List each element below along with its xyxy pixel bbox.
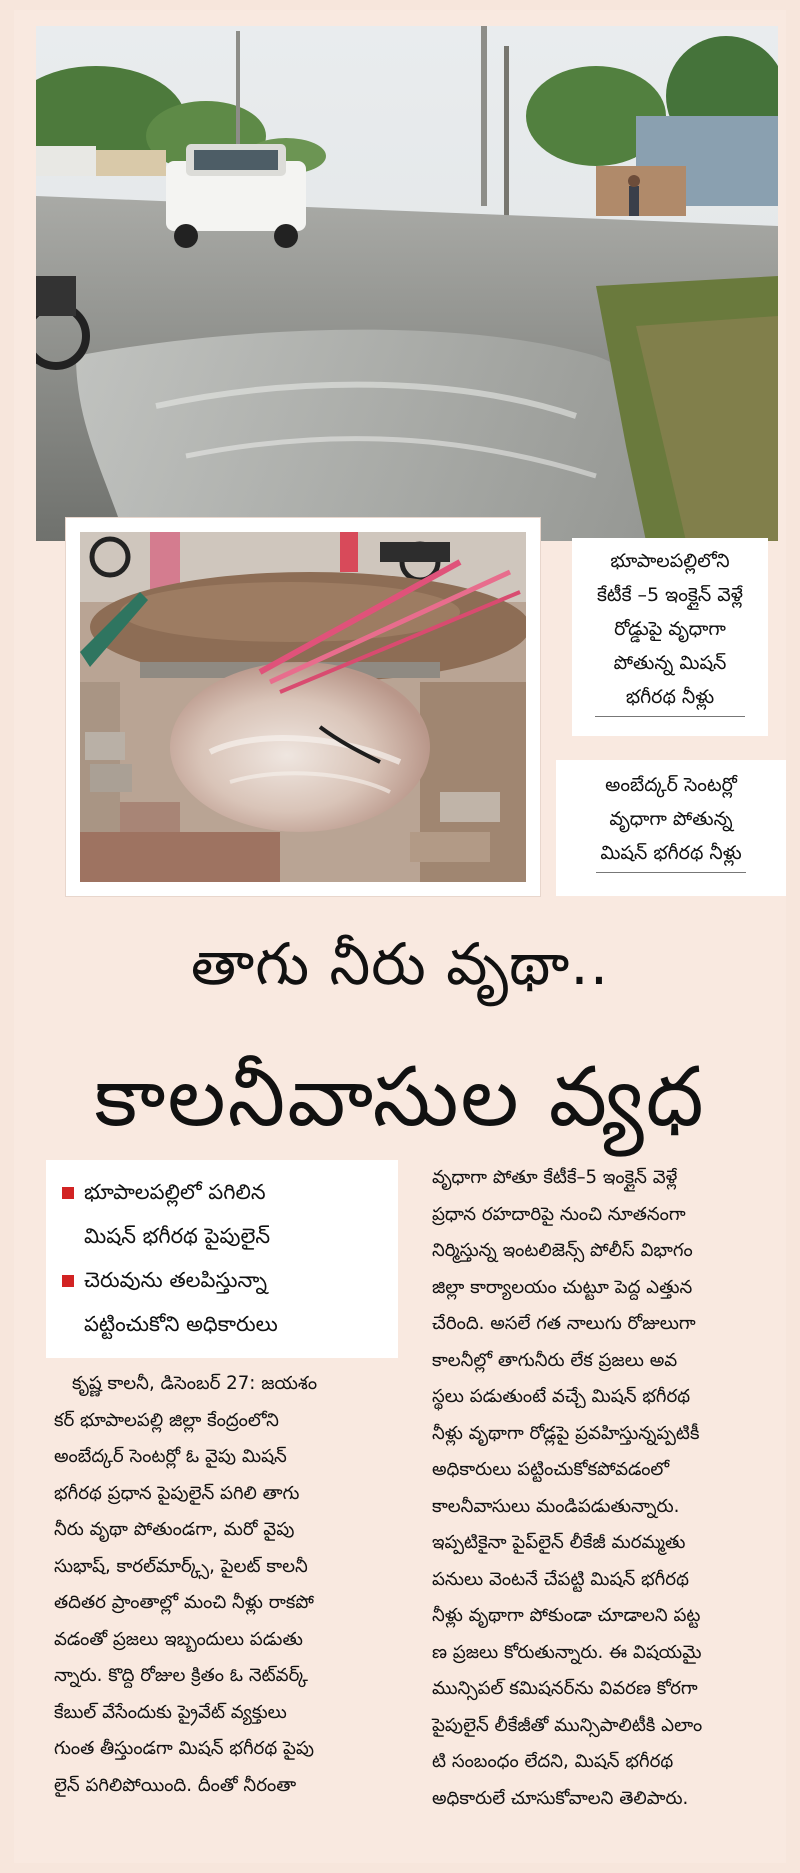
article-line: గుంత తీస్తుండగా మిషన్ భగీరథ పైపు (54, 1738, 315, 1759)
kicker-line: పట్టించుకోని అధికారులు (84, 1312, 278, 1336)
article-line: నీళ్లు వృథాగా పోకుండా చూడాలని పట్ట (432, 1605, 701, 1626)
article-line: కాలనీల్లో తాగునీరు లేక ప్రజలు అవ (432, 1349, 678, 1371)
article-line: పనులు వెంటనే చేపట్టి మిషన్ భగీరథ (432, 1568, 689, 1590)
article-line: నిర్మిస్తున్న ఇంటలిజెన్స్ పోలీస్ విభాగం (432, 1240, 693, 1261)
caption-line: కేటీకే –5 ఇంక్లైన్ వెళ్లే (597, 584, 743, 606)
article-line: కర్ భూపాలపల్లి జిల్లా కేంద్రంలోని (54, 1409, 279, 1431)
article-line: కృష్ణ కాలనీ, డిసెంబర్ 27: జయశం (72, 1373, 318, 1394)
caption-line: పోతున్న మిషన్ (613, 652, 727, 674)
article-line: అంబేద్కర్ సెంటర్లో ఓ వైపు మిషన్ (54, 1446, 287, 1467)
article-line: ణ ప్రజలు కోరుతున్నారు. ఈ విషయమై (432, 1641, 702, 1663)
pipe-photo-caption (556, 760, 786, 896)
headline-line-2: కాలనీవాసుల వ్యధ (94, 1050, 706, 1145)
article-line: వృధాగా పోతూ కేటీకే–5 ఇంక్లైన్ వెళ్లే (432, 1167, 678, 1188)
article-line: ఇప్పటికైనా పైప్‌లైన్ లీకేజీ మరమ్మతు (432, 1532, 686, 1553)
kicker-item (56, 1258, 390, 1346)
article-line: నీళ్లు వృథాగా రోడ్లపై ప్రవహిస్తున్నప్పటికీ (432, 1422, 700, 1444)
caption-line: భూపాలపల్లిలోని (610, 550, 730, 572)
article-line: లైన్ పగిలిపోయింది. దీంతో నీరంతా (54, 1774, 297, 1796)
caption-line: రోడ్డుపై వృధాగా (614, 618, 726, 640)
caption-line: అంబేద్కర్ సెంటర్లో (605, 774, 737, 796)
article-line: సుభాష్, కారల్‌మార్క్స్, పైలట్ కాలనీ (54, 1555, 308, 1577)
article-line: స్థలు పడుతుంటే వచ్చే మిషన్ భగీరథ (432, 1386, 691, 1407)
article-line: చేరింది. అసలే గత నాలుగు రోజులుగా (432, 1313, 696, 1334)
road-photo-caption (572, 538, 768, 736)
caption-underline (595, 716, 745, 717)
article-line: తదితర ప్రాంతాల్లో మంచి నీళ్లు రాకపో (54, 1592, 314, 1613)
kicker-item (56, 1170, 390, 1258)
article-line: ప్రధాన రహదారిపై నుంచి నూతనంగా (432, 1203, 686, 1225)
road-photo (36, 26, 778, 541)
article-line: అధికారులే చూసుకోవాలని తెలిపారు. (432, 1787, 689, 1809)
article-line: న్నారు. కొద్ది రోజుల క్రితం ఓ నెట్‌వర్క్ (54, 1665, 308, 1686)
kicker-line: మిషన్ భగీరథ పైపులైన్ (84, 1224, 271, 1248)
burst-pipe-photo (66, 518, 540, 896)
caption-line: భగీరథ నీళ్లు (625, 686, 715, 708)
article-column-left (54, 1366, 404, 1804)
article-line: కేబుల్ వేసేందుకు ప్రైవేట్ వ్యక్తులు (54, 1701, 287, 1723)
red-bullet-icon (62, 1187, 74, 1199)
red-bullet-icon (62, 1275, 74, 1287)
kicker-box (46, 1160, 398, 1358)
article-line: భగీరథ ప్రధాన పైపులైన్ పగిలి తాగు (54, 1482, 300, 1504)
headline-line-1: తాగు నీరు వృథా.. (190, 930, 610, 998)
article-line: కాలనీవాసులు మండిపడుతున్నారు. (432, 1495, 680, 1517)
caption-line: మిషన్ భగీరథ నీళ్లు (600, 842, 742, 864)
article-line: జిల్లా కార్యాలయం చుట్టూ పెద్ద ఎత్తున (432, 1276, 693, 1298)
kicker-line: భూపాలపల్లిలో పగిలిన (84, 1180, 266, 1204)
article-column-right (432, 1160, 780, 1817)
article-line: నీరు వృథా పోతుండగా, మరో వైపు (54, 1519, 295, 1540)
kicker-line: చెరువును తలపిస్తున్నా (84, 1268, 267, 1292)
article-line: మున్సిపల్ కమిషనర్‌ను వివరణ కోరగా (432, 1678, 698, 1699)
article-line: టి సంబంధం లేదని, మిషన్ భగీరథ (432, 1751, 674, 1772)
article-line: వడంతో ప్రజలు ఇబ్బందులు పడుతు (54, 1628, 303, 1650)
article-line: అధికారులు పట్టించుకోకపోవడంలో (432, 1459, 670, 1480)
caption-underline (596, 872, 746, 873)
caption-line: వృధాగా పోతున్న (609, 808, 733, 830)
article-line: పైపులైన్ లీకేజీతో మున్సిపాలిటీకి ఎలాం (432, 1714, 703, 1736)
